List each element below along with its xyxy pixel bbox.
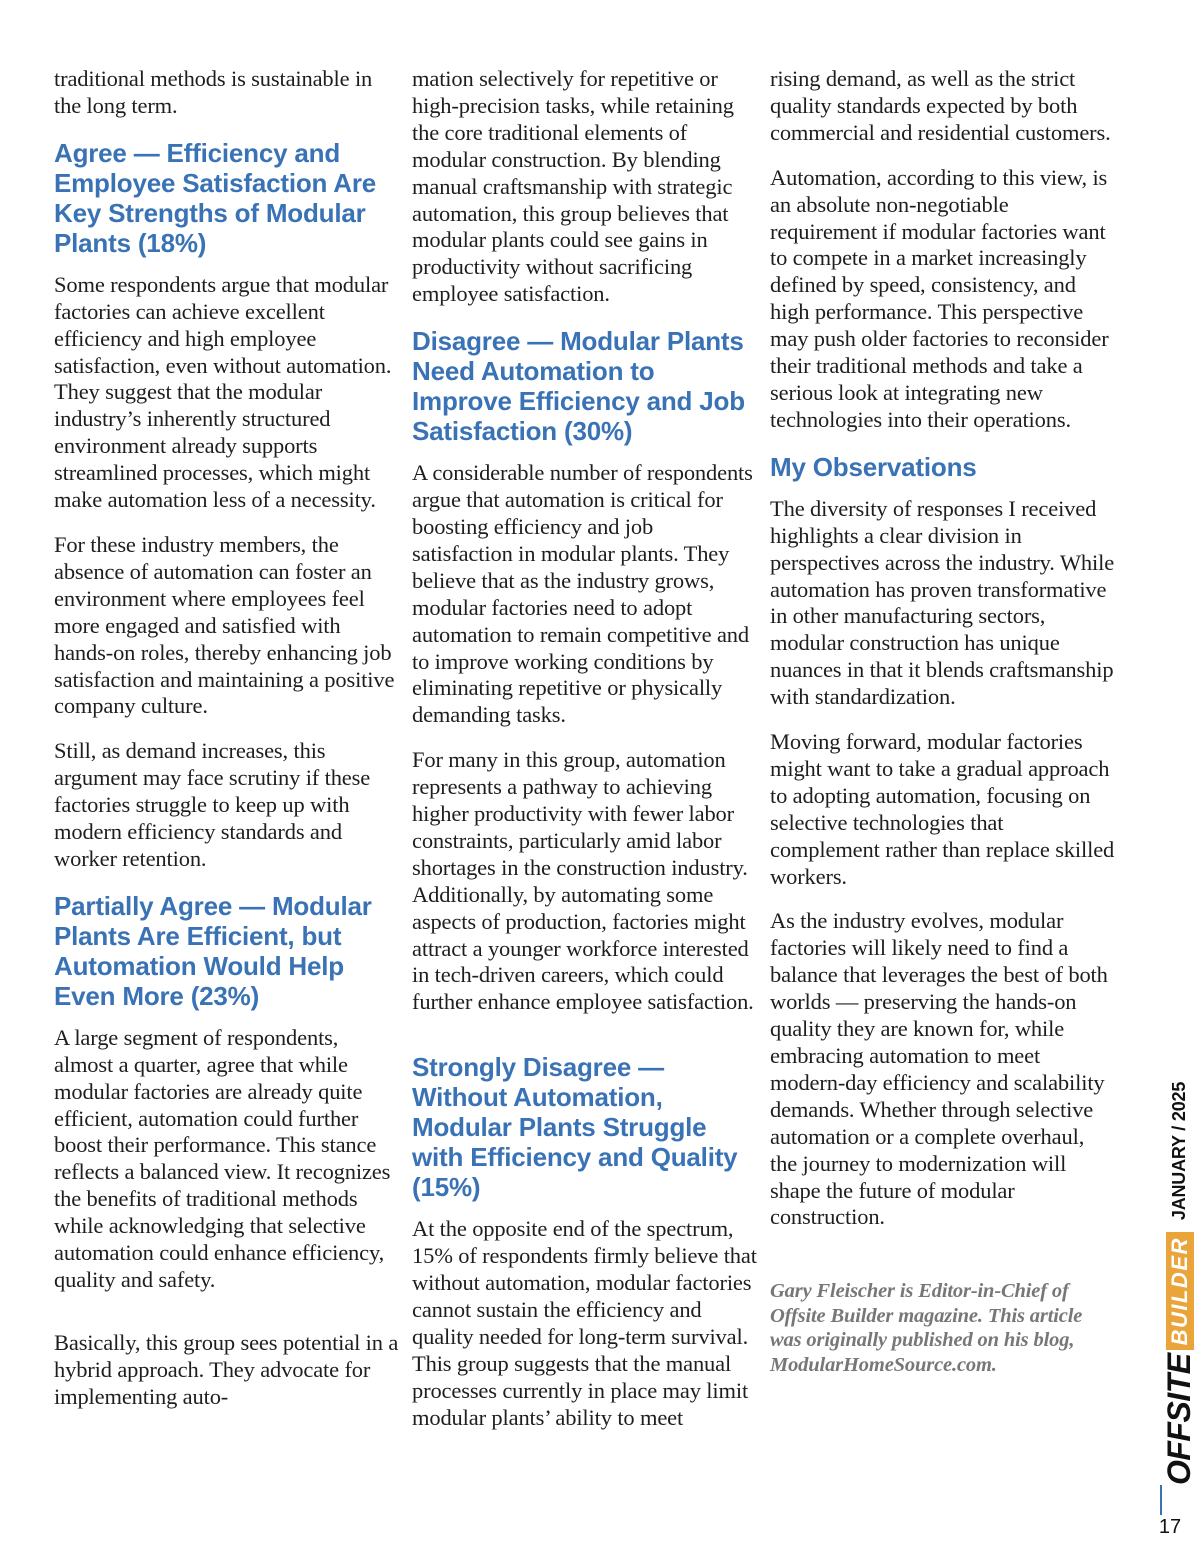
paragraph: rising demand, as well as the strict quality standards expected by both commercial and residential customers.: [770, 66, 1111, 145]
paragraph: At the opposite end of the spectrum, 15% of respondents firmly believe that without automation, modular factories cannot sustain the efficiency and quality needed for long-term survival. This group suggests that the manual processes currently in place may limit modular plants’ ability to meet: [412, 1216, 757, 1430]
magazine-masthead: [1161, 1082, 1198, 1485]
section-heading: Agree — Efficiency and Employee Satisfaction Are Key Strengths of Modular Plants (18%): [54, 137, 377, 258]
brand-builder: BUILDER: [1166, 1232, 1194, 1350]
column-3: [770, 66, 1115, 1395]
paragraph: Still, as demand increases, this argument may face scrutiny if these factories struggle to keep up with modern efficiency standards and worker retention.: [54, 738, 371, 871]
paragraph: For many in this group, automation represents a pathway to achieving higher productivity with fewer labor constraints, particularly amid labor shortages in the construction industry. Additionally, by automating some aspects of production, factories might attract a younger workforce interested in tech-driven careers, which could further enhance employee satisfaction.: [412, 747, 754, 1015]
brand-offsite: OFFSITE: [1161, 1353, 1197, 1485]
paragraph: mation selectively for repetitive or high-precision tasks, while retaining the core traditional elements of modular construction. By blending manual craftsmanship with strategic automation, this group believes that modular plants could see gains in productivity without sacrificing employee satisfaction.: [412, 66, 734, 307]
section-heading: Partially Agree — Modular Plants Are Efficient, but Automation Would Help Even More (23%): [54, 890, 372, 1011]
column-2: [412, 66, 757, 1450]
accent-divider: [1160, 1485, 1162, 1515]
paragraph: A large segment of respondents, almost a quarter, agree that while modular factories are already quite efficient, automation could further boost their performance. This stance reflects a balanced view. It recognizes the benefits of traditional methods while acknowledging that selective automation could enhance efficiency, quality and safety.: [54, 1024, 391, 1292]
page-number: 17: [1158, 1516, 1182, 1538]
section-heading: My Observations: [770, 451, 977, 482]
paragraph: The diversity of responses I received highlights a clear division in perspectives across the industry. While automation has proven transformative in other manufacturing sectors, modular construction has unique nuances in that it blends craftsmanship with standardization.: [770, 495, 1115, 710]
paragraph: A considerable number of respondents argue that automation is critical for boosting efficiency and job satisfaction in modular plants. They believe that as the industry grows, modular factories need to adopt automation to remain competitive and to improve working conditions by eliminating repetitive or physically demanding tasks.: [412, 460, 753, 728]
section-heading: Disagree — Modular Plants Need Automation to Improve Efficiency and Job Satisfaction (30%): [412, 326, 745, 447]
paragraph: Basically, this group sees potential in a hybrid approach. They advocate for implementing auto-: [54, 1329, 399, 1409]
paragraph: As the industry evolves, modular factories will likely need to find a balance that leverages the best of both worlds — preserving the hands-on quality they are known for, while embracing automation to meet modern-day efficiency and scalability demands. Whether through selective automation or a complete overhaul, the journey to modernization will shape the future of modular construction.: [770, 908, 1108, 1230]
paragraph: Automation, according to this view, is an absolute non-negotiable requirement if modular factories want to compete in a market increasingly defined by speed, consistency, and high performance. This perspective may push older factories to reconsider their traditional methods and take a serious look at integrating new technologies into their operations.: [770, 164, 1109, 432]
author-bio: Gary Fleischer is Editor-in-Chief of Offsite Builder magazine. This article was originally published on his blog, ModularHomeSource.com.: [770, 1280, 1083, 1376]
page-sidebar: [1130, 1081, 1197, 1540]
paragraph: traditional methods is sustainable in the long term.: [54, 66, 373, 118]
paragraph: For these industry members, the absence of automation can foster an environment where employees feel more engaged and satisfied with hands-on roles, thereby enhancing job satisfaction and maintaining a positive company culture.: [54, 531, 395, 719]
issue-date: JANUARY / 2025: [1169, 1081, 1189, 1221]
paragraph: Some respondents argue that modular factories can achieve excellent efficiency and high employee satisfaction, even without automation. They suggest that the modular industry’s inherently structured environment already supports streamlined processes, which might make automation less of a necessity.: [54, 271, 392, 513]
column-1: [54, 66, 399, 1429]
paragraph: Moving forward, modular factories might want to take a gradual approach to adopting automation, focusing on selective technologies that complement rather than replace skilled workers.: [770, 729, 1115, 889]
section-heading: Strongly Disagree — Without Automation, Modular Plants Struggle with Efficiency and Quality (15%): [412, 1052, 738, 1203]
